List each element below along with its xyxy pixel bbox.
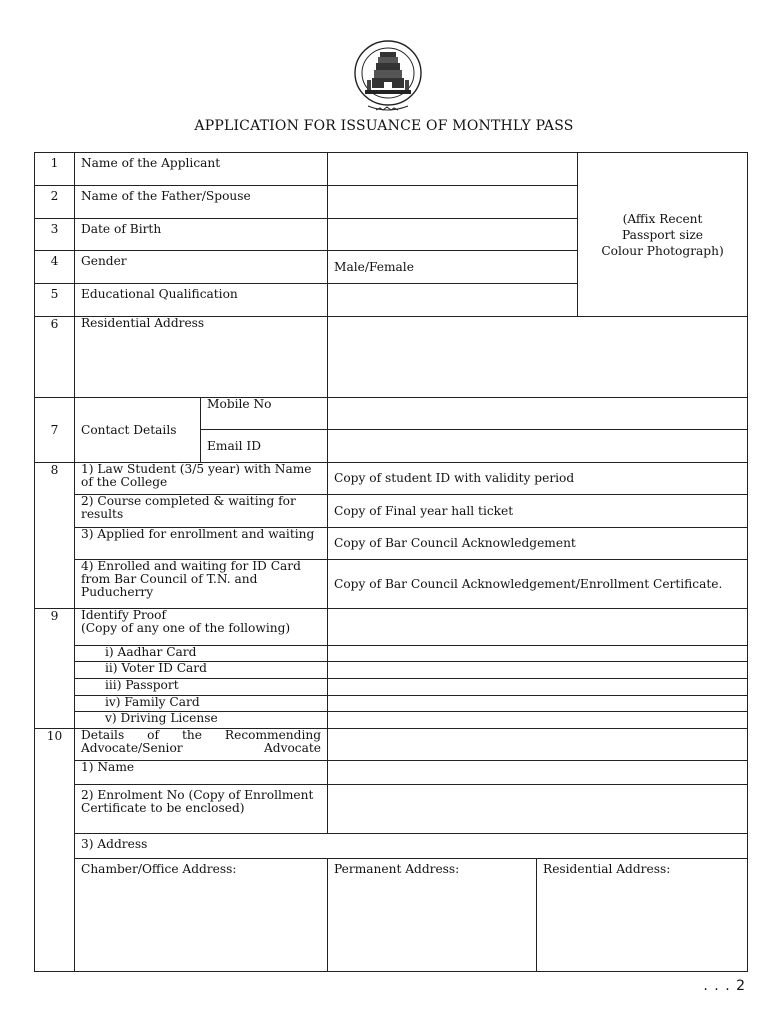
form-row-7-mobile: [35, 398, 748, 430]
identity-proof-option-row: [35, 662, 748, 679]
application-form-table: [34, 152, 748, 972]
required-document-1: Copy of student ID with validity period: [328, 463, 748, 495]
row-number: 5: [35, 284, 75, 317]
id-option-aadhar-field[interactable]: [328, 646, 748, 662]
form-row-8-item-1: [35, 463, 748, 495]
id-option-driving-license-field[interactable]: [328, 712, 748, 729]
chamber-address-label: Chamber/Office Address:: [81, 862, 237, 876]
id-option-family-card: iv) Family Card: [75, 696, 328, 712]
required-document-3: Copy of Bar Council Acknowledgement: [328, 528, 748, 560]
row-number: 10: [35, 729, 75, 972]
identity-proof-option-row: [35, 696, 748, 712]
form-row-10-header: [35, 729, 748, 761]
status-option-course-completed: 2) Course completed & waiting for results: [75, 495, 328, 528]
field-label-mobile: Mobile No: [201, 398, 328, 430]
id-option-family-card-field[interactable]: [328, 696, 748, 712]
identity-proof-option-row: [35, 646, 748, 662]
field-label-residential-address: Residential Address: [75, 317, 328, 398]
form-row-8-item-4: [35, 560, 748, 609]
page-indicator: . . . 2: [703, 978, 746, 994]
recommending-advocate-field[interactable]: [328, 729, 748, 761]
field-label-email: Email ID: [201, 430, 328, 463]
form-row-8-item-3: [35, 528, 748, 560]
form-row-10-name: [35, 761, 748, 785]
row-number: 2: [35, 186, 75, 219]
required-document-2: Copy of Final year hall ticket: [328, 495, 748, 528]
form-row-8-item-2: [35, 495, 748, 528]
email-field[interactable]: [328, 430, 748, 463]
form-row-10-address: [35, 834, 748, 859]
mobile-field[interactable]: [328, 398, 748, 430]
emblem-icon: [352, 40, 424, 118]
residential-address-label: Residential Address:: [543, 862, 671, 876]
status-option-applied-enrollment: 3) Applied for enrollment and waiting: [75, 528, 328, 560]
id-option-aadhar: i) Aadhar Card: [75, 646, 328, 662]
enrolment-no-field[interactable]: [328, 785, 748, 834]
form-row-1: [35, 153, 748, 186]
permanent-address-label: Permanent Address:: [334, 862, 460, 876]
field-label-qualification: Educational Qualification: [75, 284, 328, 317]
identity-proof-title: Identify Proof: [81, 608, 166, 622]
residential-address-field[interactable]: [328, 317, 748, 398]
form-row-6: [35, 317, 748, 398]
id-option-driving-license: v) Driving License: [75, 712, 328, 729]
field-label-advocate-address: 3) Address: [75, 834, 748, 859]
identity-proof-option-row: [35, 712, 748, 729]
field-label-applicant-name: Name of the Applicant: [75, 153, 328, 186]
photo-instruction-line1: (Affix Recent: [622, 211, 703, 226]
identity-proof-field[interactable]: [328, 609, 748, 646]
field-label-enrolment-no: 2) Enrolment No (Copy of Enrollment Certificate to be enclosed): [75, 785, 328, 834]
chamber-address-field[interactable]: [75, 859, 328, 972]
qualification-field[interactable]: [328, 284, 578, 317]
field-label-advocate-name: 1) Name: [75, 761, 328, 785]
photo-instruction-line3: Colour Photograph): [601, 243, 724, 258]
id-option-voter-id-field[interactable]: [328, 662, 748, 679]
form-row-10-enrolment: [35, 785, 748, 834]
field-label-identity-proof: [75, 609, 328, 646]
photo-instruction-line2: Passport size: [622, 227, 703, 242]
form-row-10-address-fields: [35, 859, 748, 972]
row-number: 7: [35, 398, 75, 463]
id-option-passport-field[interactable]: [328, 679, 748, 696]
permanent-address-field[interactable]: [328, 859, 537, 972]
row-number: 3: [35, 219, 75, 251]
field-label-contact-details: Contact Details: [75, 398, 201, 463]
row-number: 9: [35, 609, 75, 729]
id-option-passport: iii) Passport: [75, 679, 328, 696]
status-option-law-student: 1) Law Student (3/5 year) with Name of the College: [75, 463, 328, 495]
row-number: 1: [35, 153, 75, 186]
photo-box: [578, 153, 748, 317]
row-number: 4: [35, 251, 75, 284]
status-option-enrolled-waiting: 4) Enrolled and waiting for ID Card from Bar Council of T.N. and Puducherry: [75, 560, 328, 609]
residential-address-advocate-field[interactable]: [537, 859, 748, 972]
identity-proof-option-row: [35, 679, 748, 696]
advocate-name-field[interactable]: [328, 761, 748, 785]
applicant-name-field[interactable]: [328, 153, 578, 186]
field-label-father-spouse: Name of the Father/Spouse: [75, 186, 328, 219]
gender-field[interactable]: Male/Female: [328, 251, 578, 284]
field-label-recommending-advocate: Details of the Recommending Advocate/Senior Advocate: [75, 729, 328, 761]
id-option-voter-id: ii) Voter ID Card: [75, 662, 328, 679]
father-spouse-field[interactable]: [328, 186, 578, 219]
page-title: APPLICATION FOR ISSUANCE OF MONTHLY PASS: [194, 118, 574, 134]
identity-proof-subtitle: (Copy of any one of the following): [81, 621, 291, 635]
required-document-4: Copy of Bar Council Acknowledgement/Enrollment Certificate.: [328, 560, 748, 609]
row-number: 6: [35, 317, 75, 398]
field-label-gender: Gender: [75, 251, 328, 284]
field-label-dob: Date of Birth: [75, 219, 328, 251]
form-row-9-header: [35, 609, 748, 646]
dob-field[interactable]: [328, 219, 578, 251]
row-number: 8: [35, 463, 75, 609]
